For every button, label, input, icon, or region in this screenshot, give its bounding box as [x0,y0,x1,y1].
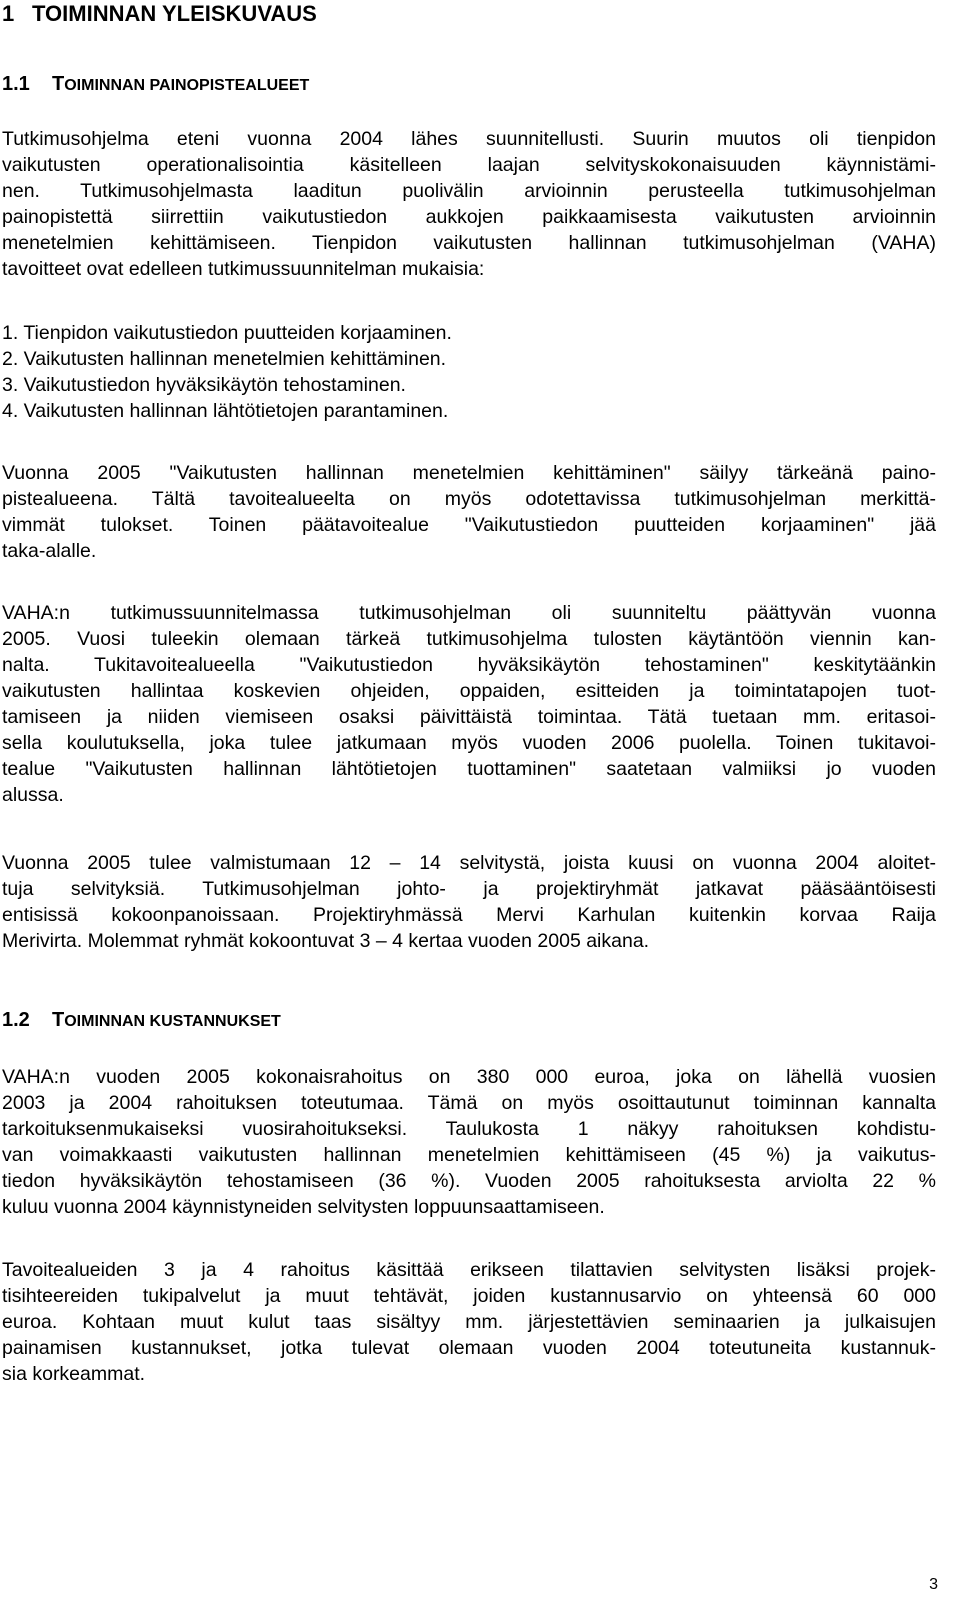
section-number: 1.2 [2,1009,30,1031]
section-title-initial: T [52,1009,65,1031]
text-line: painopistettä siirrettiin vaikutustiedon aukkojen paikkaamisesta vaikutusten arvioinnin [2,206,936,228]
text-line: alussa. [2,784,64,806]
text-line: Vuonna 2005 tulee valmistumaan 12 – 14 selvitystä, joista kuusi on vuonna 2004 aloitet- [2,852,936,874]
text-line: vimmät tulokset. Toinen päätavoitealue "Vaikutustiedon puutteiden korjaaminen" jää [2,514,936,536]
section-heading-1-1 [2,71,309,99]
text-line: 2005. Vuosi tuleekin olemaan tärkeä tutkimusohjelma tulosten käytäntöön viennin kan- [2,628,936,650]
text-line: tiedon hyväksikäytön tehostamiseen (36 %). Vuoden 2005 rahoituksesta arviolta 22 % [2,1170,936,1192]
goal-item: 1. Tienpidon vaikutustiedon puutteiden korjaaminen. [2,322,452,344]
text-line: euroa. Kohtaan muut kulut taas sisältyy mm. järjestettävien seminaarien ja julkaisujen [2,1311,936,1333]
chapter-number: 1 [2,1,15,26]
text-line: VAHA:n tutkimussuunnitelmassa tutkimusohjelman oli suunniteltu päättyvän vuonna [2,602,936,624]
text-line: VAHA:n vuoden 2005 kokonaisrahoitus on 380 000 euroa, joka on lähellä vuosien [2,1066,936,1088]
text-line: tarkoituksenmukaiseksi vuosirahoitukseksi. Taulukosta 1 näkyy rahoituksen kohdistu- [2,1118,936,1140]
text-line: menetelmien kehittämiseen. Tienpidon vaikutusten hallinnan tutkimusohjelman (VAHA) [2,232,936,254]
text-line: van voimakkaasti vaikutusten hallinnan menetelmien kehittämiseen (45 %) ja vaikutus- [2,1144,936,1166]
goal-item: 3. Vaikutustiedon hyväksikäytön tehostaminen. [2,374,406,396]
section-heading-1-2 [2,1007,281,1035]
paragraph-goal-area-funding [2,1257,936,1387]
text-line: pistealueena. Tältä tavoitealueelta on myös odotettavissa tutkimusohjelman merkittä- [2,488,936,510]
text-line: vaikutusten operationalisointia käsitelleen laajan selvityskokonaisuuden käynnistämi- [2,154,936,176]
text-line: 2003 ja 2004 rahoituksen toteutumaa. Tämä on myös osoittautunut toiminnan kannalta [2,1092,936,1114]
section-title-initial: T [52,73,65,95]
text-line: tealue "Vaikutusten hallinnan lähtötietojen tuottaminen" saatetaan valmiiksi jo vuoden [2,758,936,780]
paragraph-priority-2005 [2,460,936,564]
paragraph-program-progress [2,126,936,282]
section-number: 1.1 [2,73,30,95]
paragraph-research-plan [2,600,936,808]
goal-item: 4. Vaikutusten hallinnan lähtötietojen parantaminen. [2,400,449,422]
section-title-rest: OIMINNAN PAINOPISTEALUEET [64,77,310,94]
text-line: sia korkeammat. [2,1363,146,1385]
goals-list [2,320,936,424]
chapter-heading [2,0,317,28]
paragraph-funding [2,1064,936,1220]
text-line: painamisen kustannukset, jotka tulevat olemaan vuoden 2004 toteutuneita kustannuk- [2,1337,936,1359]
text-line: Vuonna 2005 "Vaikutusten hallinnan menetelmien kehittäminen" säilyy tärkeänä paino- [2,462,936,484]
text-line: sella koulutuksella, joka tulee jatkumaan myös vuoden 2006 puolella. Toinen tukitavoi- [2,732,936,754]
text-line: taka-alalle. [2,540,97,562]
text-line: nalta. Tukitavoitealueella "Vaikutustiedon hyväksikäytön tehostaminen" keskitytäänkin [2,654,936,676]
chapter-title: TOIMINNAN YLEISKUVAUS [32,1,317,26]
text-line: tavoitteet ovat edelleen tutkimussuunnitelman mukaisia: [2,258,485,280]
section-title-rest: OIMINNAN KUSTANNUKSET [64,1013,281,1030]
text-line: nen. Tutkimusohjelmasta laaditun puolivälin arvioinnin perusteella tutkimusohjelman [2,180,936,202]
text-line: entisissä kokoonpanoissaan. Projektiryhmässä Mervi Karhulan kuitenkin korvaa Raija [2,904,936,926]
text-line: kuluu vuonna 2004 käynnistyneiden selvitysten loppuunsaattamiseen. [2,1196,605,1218]
text-line: vaikutusten hallintaa koskevien ohjeiden, oppaiden, esitteiden ja toimintatapojen tuot- [2,680,936,702]
text-line: Tavoitealueiden 3 ja 4 rahoitus käsittää erikseen tilattavien selvitysten lisäksi projek- [2,1259,936,1281]
text-line: tamiseen ja niiden viemiseen osaksi päivittäistä toimintaa. Tätä tuetaan mm. eritasoi- [2,706,936,728]
paragraph-studies-2005 [2,850,936,954]
goal-item: 2. Vaikutusten hallinnan menetelmien kehittäminen. [2,348,447,370]
text-line: Tutkimusohjelma eteni vuonna 2004 lähes suunnitellusti. Suurin muutos oli tienpidon [2,128,936,150]
page-number: 3 [929,1576,938,1593]
text-line: tuja selvityksiä. Tutkimusohjelman johto- ja projektiryhmät jatkavat pääsääntöisesti [2,878,936,900]
text-line: tisihteereiden tukipalvelut ja muut tehtävät, joiden kustannusarvio on yhteensä 60 000 [2,1285,936,1307]
text-line: Merivirta. Molemmat ryhmät kokoontuvat 3 – 4 kertaa vuoden 2005 aikana. [2,930,650,952]
